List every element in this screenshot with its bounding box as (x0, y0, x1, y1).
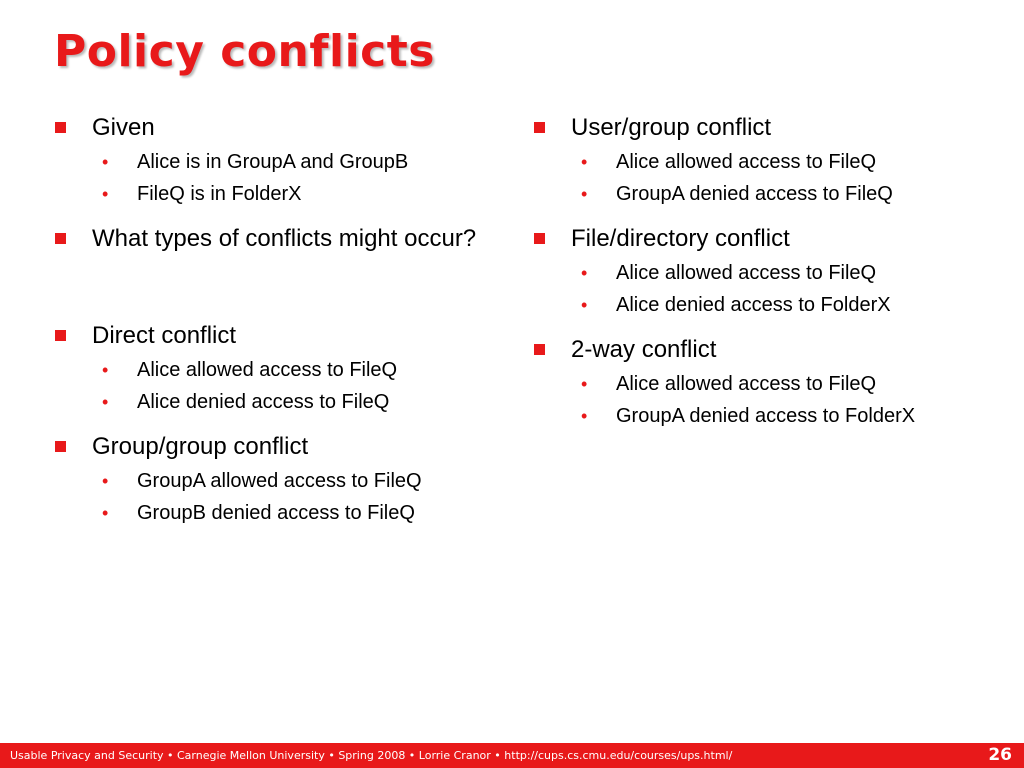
bullet (55, 429, 500, 464)
bullet (534, 110, 1004, 145)
sub-bullet (534, 401, 1004, 431)
sub-bullet-text: Alice allowed access to FileQ (616, 373, 877, 395)
sub-bullet-text: Alice denied access to FolderX (616, 294, 891, 316)
sub-bullet-text: Alice is in GroupA and GroupB (137, 151, 409, 173)
bullet-heading: File/directory conflict (571, 225, 790, 252)
sub-bullet (534, 369, 1004, 399)
bullet-group-two-way-conflict (534, 332, 1004, 431)
dot-bullet-icon: • (102, 503, 109, 523)
bullet (534, 221, 1004, 256)
sub-bullet (55, 387, 500, 417)
square-bullet-icon (534, 122, 545, 133)
bullet (55, 110, 500, 145)
dot-bullet-icon: • (102, 471, 109, 491)
dot-bullet-icon: • (102, 152, 109, 172)
bullet-heading: What types of conflicts might occur? (92, 225, 477, 252)
bullet (55, 318, 500, 353)
sub-bullet-text: FileQ is in FolderX (137, 183, 302, 205)
bullet-group-given (55, 110, 500, 209)
sub-bullet-text: GroupB denied access to FileQ (137, 502, 415, 524)
dot-bullet-icon: • (581, 374, 588, 394)
dot-bullet-icon: • (102, 360, 109, 380)
bullet-group-direct-conflict (55, 318, 500, 417)
sub-bullet (55, 355, 500, 385)
sub-bullet-text: Alice allowed access to FileQ (616, 262, 877, 284)
sub-bullet (55, 466, 500, 496)
bullet-group-group-group-conflict (55, 429, 500, 528)
bullet-group-user-group-conflict (534, 110, 1004, 209)
sub-bullet (55, 498, 500, 528)
sub-bullet (55, 147, 500, 177)
sub-bullet-text: Alice allowed access to FileQ (137, 359, 398, 381)
square-bullet-icon (55, 233, 66, 244)
dot-bullet-icon: • (581, 263, 588, 283)
dot-bullet-icon: • (102, 392, 109, 412)
sub-bullet-text: Alice denied access to FileQ (137, 391, 390, 413)
sub-bullet-text: GroupA allowed access to FileQ (137, 470, 422, 492)
right-column (534, 110, 1004, 443)
bullet (534, 332, 1004, 367)
square-bullet-icon (534, 344, 545, 355)
bullet-group-question (55, 221, 500, 256)
bullet-heading: Direct conflict (92, 322, 237, 349)
square-bullet-icon (55, 330, 66, 341)
bullet-heading: Group/group conflict (92, 433, 309, 460)
bullet-heading: User/group conflict (571, 114, 772, 141)
sub-bullet (534, 147, 1004, 177)
dot-bullet-icon: • (581, 295, 588, 315)
left-column (55, 110, 500, 540)
sub-bullet (534, 258, 1004, 288)
sub-bullet (534, 290, 1004, 320)
dot-bullet-icon: • (581, 152, 588, 172)
square-bullet-icon (55, 122, 66, 133)
sub-bullet-text: GroupA denied access to FolderX (616, 405, 916, 427)
footer-bar (0, 743, 1024, 768)
sub-bullet-text: Alice allowed access to FileQ (616, 151, 877, 173)
square-bullet-icon (534, 233, 545, 244)
footer-text: Usable Privacy and Security • Carnegie Mellon University • Spring 2008 • Lorrie Cranor • http://cups.cs.cmu.edu/courses/ups.html/ (10, 749, 733, 762)
bullet-group-file-directory-conflict (534, 221, 1004, 320)
bullet (55, 221, 500, 256)
slide-title: Policy conflicts (54, 26, 435, 77)
dot-bullet-icon: • (102, 184, 109, 204)
sub-bullet-text: GroupA denied access to FileQ (616, 183, 893, 205)
bullet-heading: 2-way conflict (571, 336, 717, 363)
page-number: 26 (988, 745, 1012, 765)
bullet-heading: Given (92, 114, 155, 141)
square-bullet-icon (55, 441, 66, 452)
dot-bullet-icon: • (581, 406, 588, 426)
sub-bullet (55, 179, 500, 209)
dot-bullet-icon: • (581, 184, 588, 204)
sub-bullet (534, 179, 1004, 209)
